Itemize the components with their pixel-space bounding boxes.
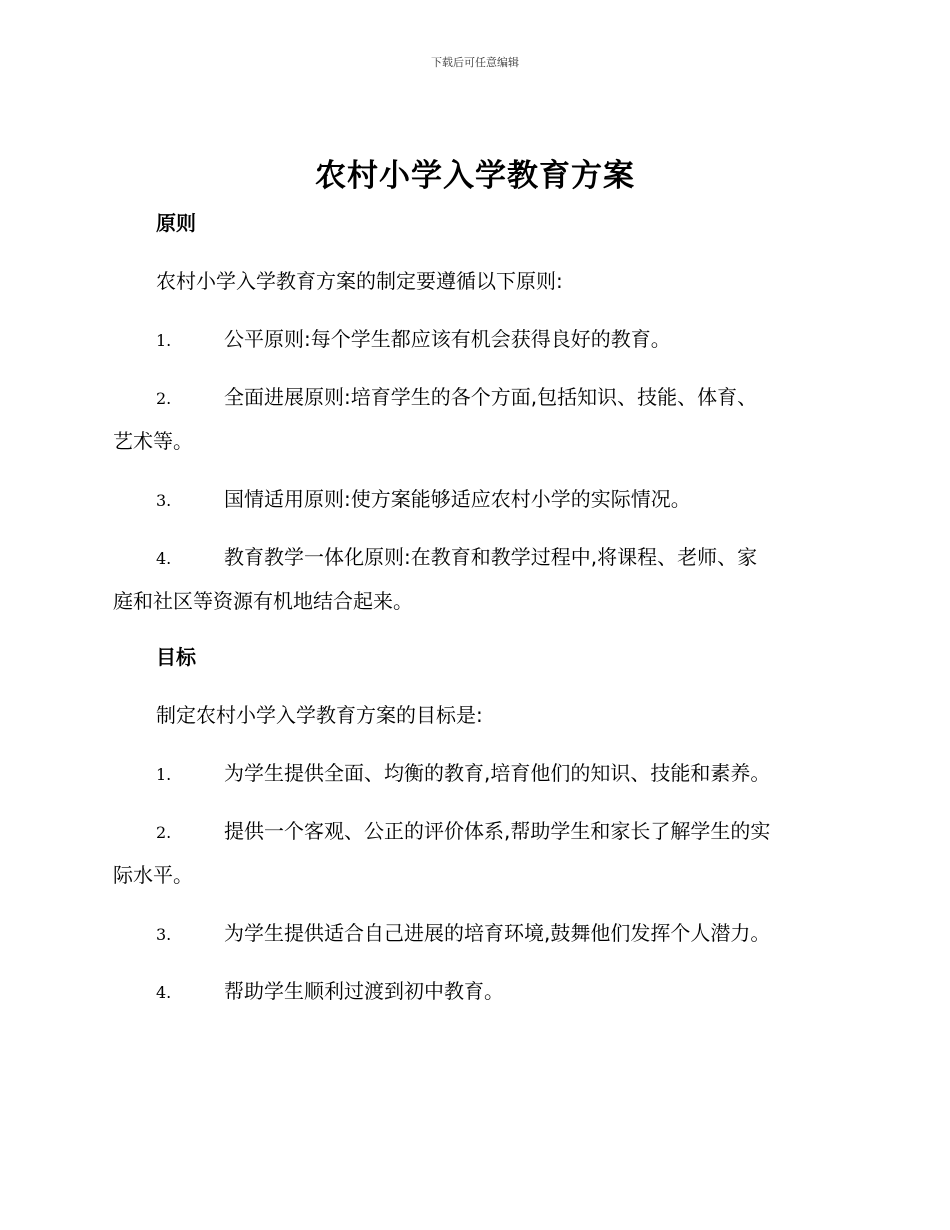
list-item-number: 2. <box>156 389 172 408</box>
document-title: 农村小学入学教育方案 <box>315 158 635 194</box>
list-item-text-continued: 庭和社区等资源有机地结合起来。 <box>113 589 413 613</box>
list-item-number: 1. <box>156 765 172 784</box>
goals-list-item <box>113 969 835 1013</box>
list-item-text: 为学生提供全面、均衡的教育,培育他们的知识、技能和素养。 <box>224 761 771 785</box>
list-item-number: 4. <box>156 983 172 1002</box>
list-item-number: 4. <box>156 549 172 568</box>
principles-list-item <box>113 477 835 521</box>
list-item-number: 2. <box>156 823 172 842</box>
goals-list-item <box>113 809 835 897</box>
list-item-number: 3. <box>156 491 172 510</box>
list-item-text: 公平原则:每个学生都应该有机会获得良好的教育。 <box>224 327 671 351</box>
section-heading-principles: 原则 <box>156 211 196 235</box>
list-item-text-continued: 艺术等。 <box>113 429 193 453</box>
list-item-text: 帮助学生顺利过渡到初中教育。 <box>224 979 504 1003</box>
principles-list-item <box>113 375 835 463</box>
list-item-number: 1. <box>156 331 172 350</box>
list-item-text: 国情适用原则:使方案能够适应农村小学的实际情况。 <box>224 487 691 511</box>
list-item-text: 全面进展原则:培育学生的各个方面,包括知识、技能、体育、 <box>224 385 758 409</box>
list-item-text-continued: 际水平。 <box>113 863 193 887</box>
principles-list-item <box>113 317 835 361</box>
list-item-text: 为学生提供适合自己进展的培育环境,鼓舞他们发挥个人潜力。 <box>224 921 771 945</box>
goals-list-item <box>113 911 835 955</box>
document-body <box>113 203 835 1013</box>
list-item-text: 提供一个客观、公正的评价体系,帮助学生和家长了解学生的实 <box>224 819 771 843</box>
goals-intro: 制定农村小学入学教育方案的目标是: <box>156 703 483 727</box>
principles-list-item <box>113 535 835 623</box>
list-item-number: 3. <box>156 925 172 944</box>
page-header-note: 下载后可任意编辑 <box>431 56 519 69</box>
principles-intro: 农村小学入学教育方案的制定要遵循以下原则: <box>156 269 563 293</box>
section-heading-goals: 目标 <box>156 645 196 669</box>
goals-list-item <box>113 751 835 795</box>
list-item-text: 教育教学一体化原则:在教育和教学过程中,将课程、老师、家 <box>224 545 758 569</box>
